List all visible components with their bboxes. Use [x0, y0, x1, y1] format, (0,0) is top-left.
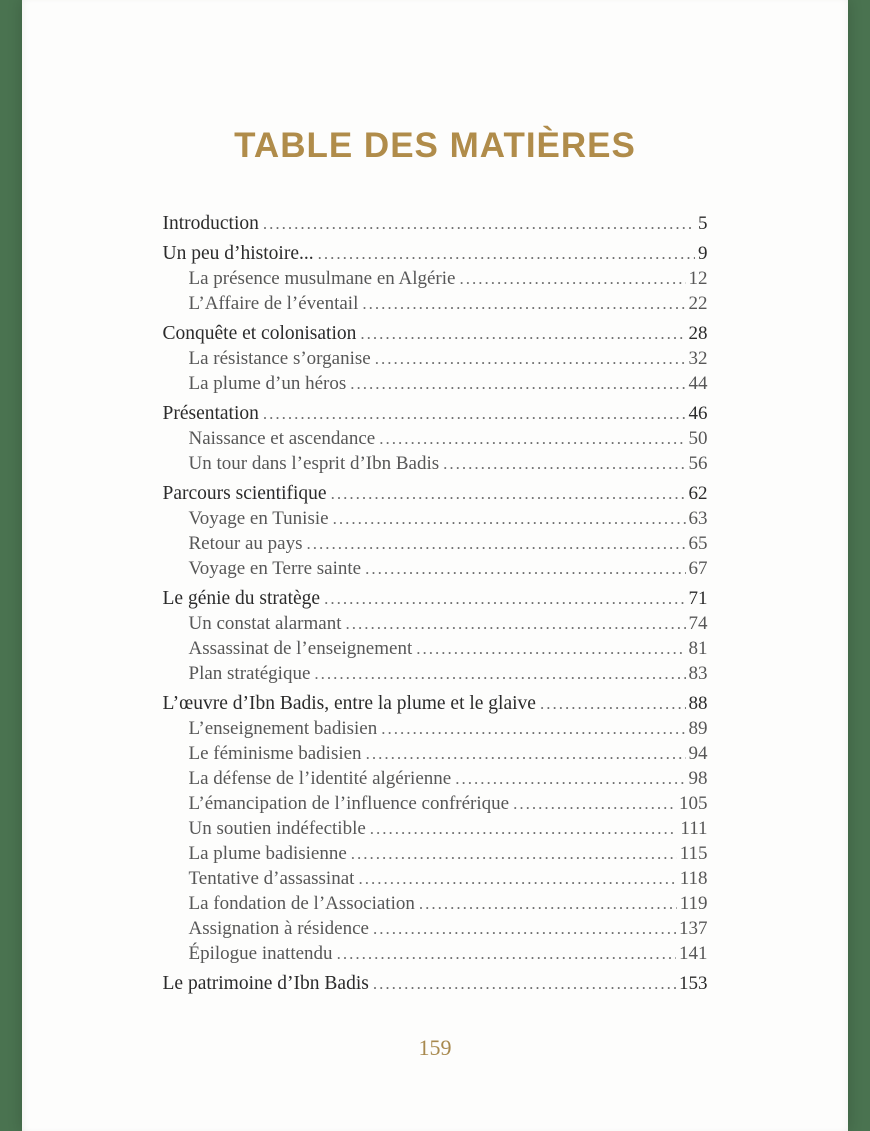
toc-entry-page: 98 — [688, 768, 708, 789]
toc-entry-label: Parcours scientifique — [162, 483, 327, 504]
toc-leader-dots — [375, 346, 686, 371]
toc-entry-page: 74 — [688, 613, 708, 634]
toc-entry-label: Plan stratégique — [188, 663, 311, 684]
toc-entry-label: L’émancipation de l’influence confrérique — [188, 793, 510, 814]
toc-entry — [163, 401, 708, 426]
toc-entry-page: 12 — [688, 268, 708, 289]
toc-entry — [163, 816, 708, 841]
toc-entry-label: L’Affaire de l’éventail — [188, 293, 359, 314]
toc-entry-page: 50 — [688, 428, 708, 449]
toc-leader-dots — [263, 401, 686, 426]
toc-entry — [163, 241, 708, 266]
toc-leader-dots — [337, 941, 676, 966]
toc-entry — [163, 291, 708, 316]
toc-entry-label: Un peu d’histoire... — [162, 243, 314, 264]
toc-entry-label: Un constat alarmant — [188, 613, 342, 634]
toc-entry-page: 28 — [688, 323, 708, 344]
toc-leader-dots — [318, 241, 695, 266]
toc-entry — [163, 371, 708, 396]
toc-leader-dots — [455, 766, 685, 791]
toc-entry-label: La plume badisienne — [188, 843, 347, 864]
toc-entry-page: 119 — [679, 893, 708, 914]
toc-entry-label: Un soutien indéfectible — [188, 818, 366, 839]
toc-entry-label: Voyage en Terre sainte — [188, 558, 362, 579]
toc-leader-dots — [351, 841, 677, 866]
toc-leader-dots — [358, 866, 676, 891]
toc-entry-page: 63 — [688, 508, 708, 529]
toc-entry — [163, 211, 708, 236]
toc-leader-dots — [362, 291, 685, 316]
toc-entry-label: Conquête et colonisation — [162, 323, 357, 344]
toc-entry-label: Naissance et ascendance — [188, 428, 376, 449]
toc-entry-page: 89 — [688, 718, 708, 739]
toc-entry-label: Retour au pays — [188, 533, 303, 554]
toc-entry-label: Épilogue inattendu — [188, 943, 333, 964]
toc-entry-label: Voyage en Tunisie — [188, 508, 329, 529]
toc-entry — [163, 941, 708, 966]
toc-entry — [163, 766, 708, 791]
toc-entry-label: Assassinat de l’enseignement — [188, 638, 413, 659]
toc-leader-dots — [331, 481, 686, 506]
toc-entry — [163, 866, 708, 891]
toc-leader-dots — [370, 816, 678, 841]
toc-leader-dots — [350, 371, 685, 396]
toc-entry — [163, 451, 708, 476]
toc-entry — [163, 266, 708, 291]
toc-leader-dots — [379, 426, 685, 451]
toc-entry-page: 115 — [679, 843, 708, 864]
toc-entry — [163, 611, 708, 636]
toc-leader-dots — [443, 451, 685, 476]
toc-entry — [163, 636, 708, 661]
toc-entry-label: Un tour dans l’esprit d’Ibn Badis — [188, 453, 440, 474]
toc-entry-page: 94 — [688, 743, 708, 764]
toc-entry-page: 71 — [688, 588, 708, 609]
toc-entry — [163, 716, 708, 741]
toc-entry — [163, 321, 708, 346]
toc-leader-dots — [459, 266, 685, 291]
toc-entry-label: La résistance s’organise — [188, 348, 371, 369]
toc-leader-dots — [324, 586, 685, 611]
toc-entry — [163, 531, 708, 556]
toc-entry-page: 153 — [679, 973, 708, 994]
toc-entry — [163, 481, 708, 506]
toc-entry-label: Le féminisme badisien — [188, 743, 362, 764]
toc-entry-page: 105 — [679, 793, 708, 814]
toc-entry-page: 67 — [688, 558, 708, 579]
toc-entry-label: Assignation à résidence — [188, 918, 369, 939]
toc-leader-dots — [306, 531, 685, 556]
page-title: TABLE DES MATIÈRES — [234, 126, 636, 165]
toc-entry-page: 44 — [688, 373, 708, 394]
toc-entry-label: Tentative d’assassinat — [188, 868, 355, 889]
toc-entry — [163, 916, 708, 941]
toc-entry-page: 81 — [688, 638, 708, 659]
toc-leader-dots — [381, 716, 685, 741]
toc-entry-page: 137 — [679, 918, 708, 939]
toc-entry-label: Présentation — [162, 403, 259, 424]
toc-entry — [163, 791, 708, 816]
toc-entry — [163, 556, 708, 581]
toc-entry-page: 62 — [688, 483, 708, 504]
toc-entry-label: Le patrimoine d’Ibn Badis — [162, 973, 369, 994]
toc-entry-label: La fondation de l’Association — [188, 893, 415, 914]
toc-entry-label: La défense de l’identité algérienne — [188, 768, 452, 789]
toc-leader-dots — [333, 506, 686, 531]
toc-leader-dots — [365, 556, 685, 581]
toc-entry — [163, 426, 708, 451]
footer-page-number: 159 — [418, 1035, 452, 1060]
toc-entry-label: Introduction — [162, 213, 259, 234]
toc-entry-page: 22 — [688, 293, 708, 314]
toc-entry-page: 9 — [698, 243, 708, 264]
toc-entry-label: La plume d’un héros — [188, 373, 347, 394]
toc-leader-dots — [360, 321, 685, 346]
toc-entry — [163, 506, 708, 531]
toc-entry-label: La présence musulmane en Algérie — [188, 268, 456, 289]
toc-leader-dots — [263, 211, 695, 236]
toc-entry-label: L’enseignement badisien — [188, 718, 378, 739]
toc-leader-dots — [416, 636, 685, 661]
toc-entry-page: 141 — [679, 943, 708, 964]
toc-entry-page: 56 — [688, 453, 708, 474]
toc-entry-page: 111 — [680, 818, 708, 839]
toc-entry-page: 118 — [679, 868, 708, 889]
toc-leader-dots — [540, 691, 686, 716]
toc-entry — [163, 346, 708, 371]
toc-leader-dots — [419, 891, 677, 916]
toc-entry-page: 83 — [688, 663, 708, 684]
toc-leader-dots — [373, 916, 676, 941]
toc-entry — [163, 661, 708, 686]
toc-entry-page: 46 — [688, 403, 708, 424]
toc-entry-page: 5 — [698, 213, 708, 234]
toc-entry — [163, 741, 708, 766]
book-page — [22, 0, 848, 1131]
toc-leader-dots — [513, 791, 676, 816]
toc-entry-page: 65 — [688, 533, 708, 554]
toc-entry-page: 88 — [688, 693, 708, 714]
toc-entry — [163, 691, 708, 716]
toc-leader-dots — [346, 611, 686, 636]
toc-entry — [163, 971, 708, 996]
toc-list — [163, 211, 708, 996]
toc-entry — [163, 841, 708, 866]
toc-entry-label: L’œuvre d’Ibn Badis, entre la plume et le glaive — [162, 693, 536, 714]
toc-leader-dots — [314, 661, 685, 686]
toc-leader-dots — [366, 741, 686, 766]
toc-entry — [163, 586, 708, 611]
toc-entry-label: Le génie du stratège — [162, 588, 321, 609]
toc-leader-dots — [373, 971, 676, 996]
toc-entry — [163, 891, 708, 916]
toc-entry-page: 32 — [688, 348, 708, 369]
